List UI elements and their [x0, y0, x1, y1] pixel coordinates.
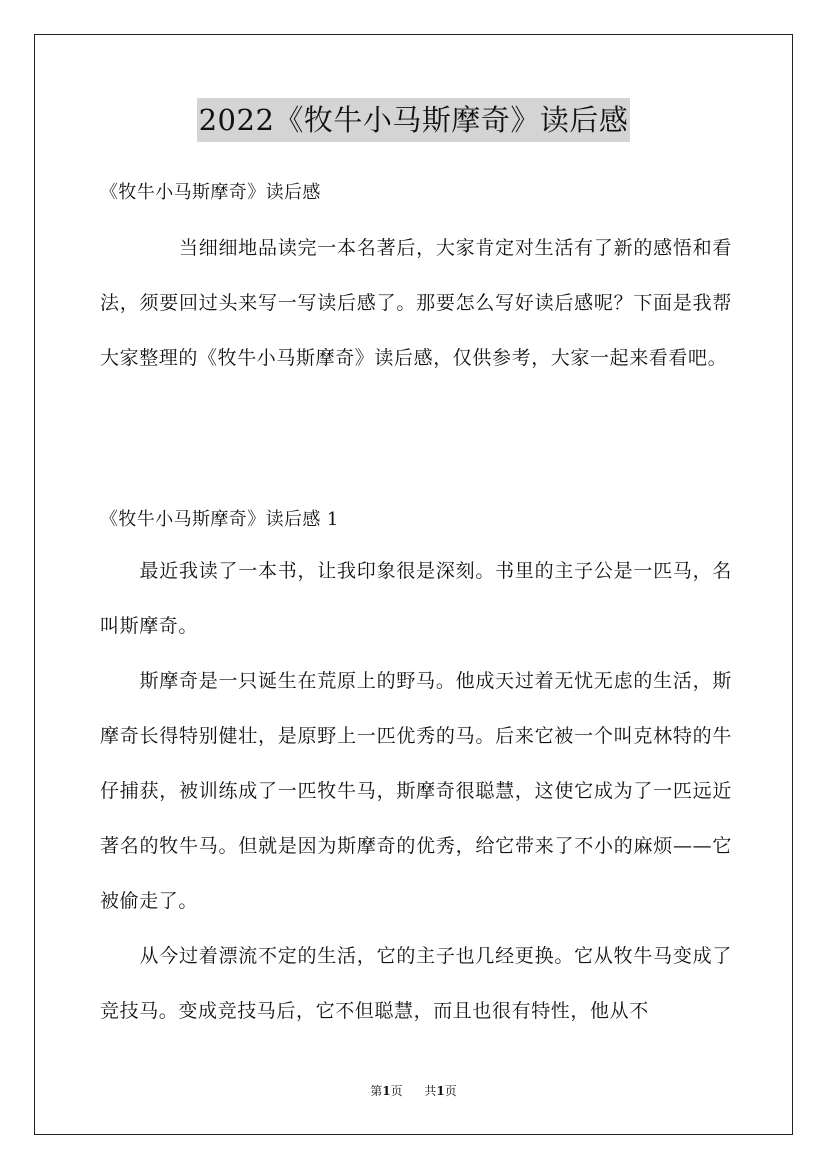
body-paragraph-3: 从今过着漂流不定的生活，它的主子也几经更换。它从牧牛马变成了竞技马。变成竞技马后，它不但聪慧，而且也很有特性，他从不 — [100, 945, 732, 1022]
section-heading: 《牧牛小马斯摩奇》读后感 1 — [100, 509, 339, 530]
body-paragraph-2: 斯摩奇是一只诞生在荒原上的野马。他成天过着无忧无虑的生活，斯摩奇长得特别健壮，是原野上一匹优秀的马。后来它被一个叫克林特的牛仔捕获，被训练成了一匹牧牛马，斯摩奇很聪慧，这使它成为了一匹远近著名的牧牛马。但就是因为斯摩奇的优秀，给它带来了不小的麻烦——它被偷走了。 — [100, 670, 732, 912]
page-suffix: 页 — [390, 1084, 403, 1098]
document-subtitle: 《牧牛小马斯摩奇》读后感 — [100, 182, 321, 203]
total-pages: 1 — [436, 1084, 445, 1098]
intro-paragraph: 当细细地品读完一本名著后，大家肯定对生活有了新的感悟和看法，须要回过头来写一写读后感了。那要怎么写好读后感呢？下面是我帮大家整理的《牧牛小马斯摩奇》读后感，仅供参考，大家一起来看看吧。 — [100, 237, 732, 369]
page-prefix: 第 — [370, 1084, 383, 1098]
page-footer — [0, 1083, 827, 1099]
body-paragraph-1: 最近我读了一本书，让我印象很是深刻。书里的主子公是一匹马，名叫斯摩奇。 — [100, 560, 732, 637]
page-number: 1 — [382, 1084, 391, 1098]
total-prefix: 共 — [424, 1084, 437, 1098]
title-container — [0, 98, 827, 142]
document-title: 2022《牧牛小马斯摩奇》读后感 — [197, 98, 631, 142]
total-suffix: 页 — [444, 1084, 457, 1098]
